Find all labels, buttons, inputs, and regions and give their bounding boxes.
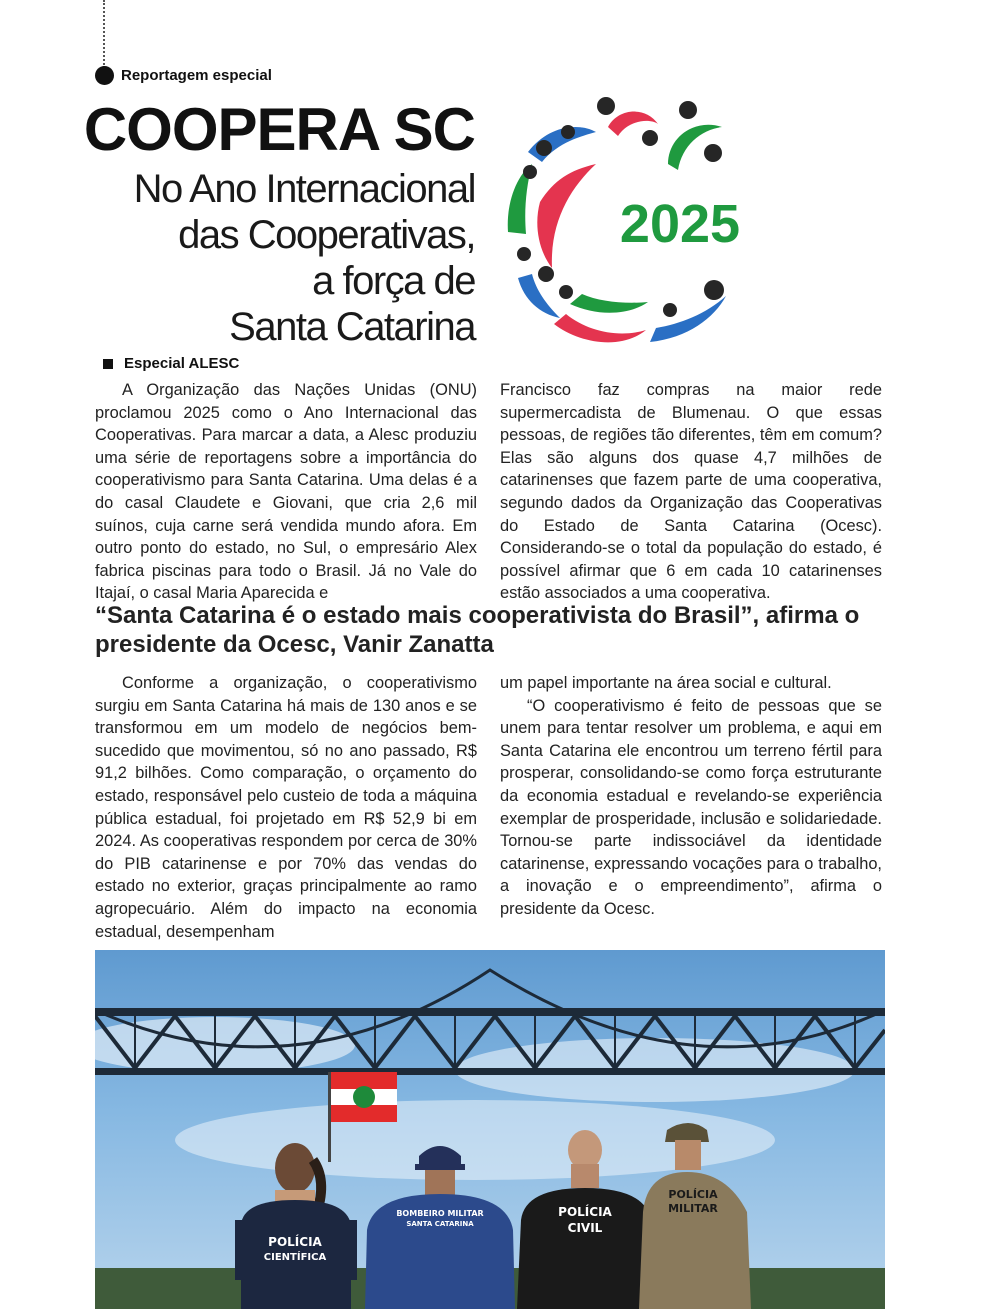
flag-pole [328,1072,331,1162]
logo-head [704,280,724,300]
logo-head [663,303,677,317]
logo-head [517,247,531,261]
dotted-rule [103,0,105,68]
logo-head [642,130,658,146]
logo-head [561,125,575,139]
article-photo [95,950,885,1309]
logo-figure-blue-bottom [518,274,560,318]
flag-emblem [353,1086,375,1108]
section-tag [95,66,272,85]
logo-head [538,266,554,282]
intro-paragraph-cont: Francisco faz compras na maior rede supermercadista de Blumenau. O que essas pessoas, de regiões tão diferentes, têm em comum? Elas são alguns dos quase 4,7 milhões de catarinenses que fazem parte de uma cooperativa, segundo dados da Organização das Cooperativas do Estado de Santa Catarina (Ocesc). Considerando-se o total da população do estado, é possível afirmar que 6 em cada 10 catarinenses estão associados a uma cooperativa. [500,381,882,603]
subtitle-line: No Ano Internacional [133,167,475,211]
logo-year: 2025 [619,194,741,254]
body-paragraph-cont: um papel importante na área social e cultural. [500,674,832,692]
body-paragraph: Conforme a organização, o cooperativismo surgiu em Santa Catarina há mais de 130 anos e se transformou em um modelo de negócios bem-sucedido que movimentou, só no ano passado, R$ 91,2 bilhões. Como comparação, o orçamento do estado, responsável pelo custeio de toda a máquina pública estadual, foi projetado em R$ 52,9 bi em 2024. As cooperativas respondem por cerca de 30% do PIB catarinense e por 70% das vendas do estado no exterior, graças principalmente ao ramo agropecuário. Além do impacto na economia estadual, desempenham [95,674,477,941]
logo-head [536,140,552,156]
article-subtitle [134,166,475,350]
bridge-deck [95,1008,885,1016]
logo-head [559,285,573,299]
intro-column-2 [500,379,882,605]
intro-paragraph: A Organização das Nações Unidas (ONU) proclamou 2025 como o Ano Internacional das Cooperativas. Para marcar a data, a Alesc produziu uma série de reportagens sobre a importância do cooperativismo para Santa Catarina. Uma delas é a do casal Claudete e Giovani, que cria 2,6 mil suínos, cuja carne será vendida mundo afora. Em outro ponto do estado, no Sul, o empresário Alex fabrica piscinas para todo o Brasil. Já no Vale do Itajaí, o casal Maria Aparecida e [95,381,477,603]
body-column-2 [500,672,882,921]
byline [103,355,239,372]
officer-label: CIENTÍFICA [263,1252,327,1263]
officer-label: MILITAR [668,1202,718,1215]
logo-figure-blue-right [650,296,726,342]
subtitle-line: Santa Catarina [229,305,475,349]
photo-illustration [95,950,885,1309]
subtitle-line: a força de [312,259,475,303]
article-title: COOPERA SC [83,96,475,163]
officer-label: BOMBEIRO MILITAR [396,1209,484,1218]
logo-head [597,97,615,115]
officer-label: CIVIL [567,1221,603,1235]
president-quote-paragraph: “O cooperativismo é feito de pessoas que se unem para tentar resolver um problema, e aqui em Santa Catarina ele encontrou um terreno fértil para prosperar, consolidando-se como força estruturante da economia estadual e revelando-se experiência exemplar de prosperidade, inclusão e solidariedade. Tornou-se parte indissociável da identidade catarinense, expressando vocações para o trabalho, a inovação e o empreendimento”, afirma o presidente da Ocesc. [500,696,882,918]
cooperatives-2025-logo [500,92,750,350]
officer-label: POLÍCIA [558,1205,612,1219]
logo-head [679,101,697,119]
logo-figure-red-left [537,164,596,268]
logo-head [704,144,722,162]
bullet-dot-icon [95,66,114,85]
square-bullet-icon [103,359,113,369]
intro-column-1 [95,379,477,605]
section-label: Reportagem especial [121,67,272,84]
officer-label: POLÍCIA [668,1188,718,1201]
logo-figure-red-bottom [554,314,646,342]
officer-label: SANTA CATARINA [406,1220,474,1228]
body-column-1 [95,672,477,943]
officer-label: POLÍCIA [268,1235,322,1249]
logo-figure-green-bottom [570,294,648,313]
byline-text: Especial ALESC [124,355,240,372]
quote-heading: “Santa Catarina é o estado mais cooperativista do Brasil”, afirma o presidente da Ocesc, Vanir Zanatta [95,602,860,658]
subtitle-line: das Cooperativas, [178,213,475,257]
logo-head [523,165,537,179]
